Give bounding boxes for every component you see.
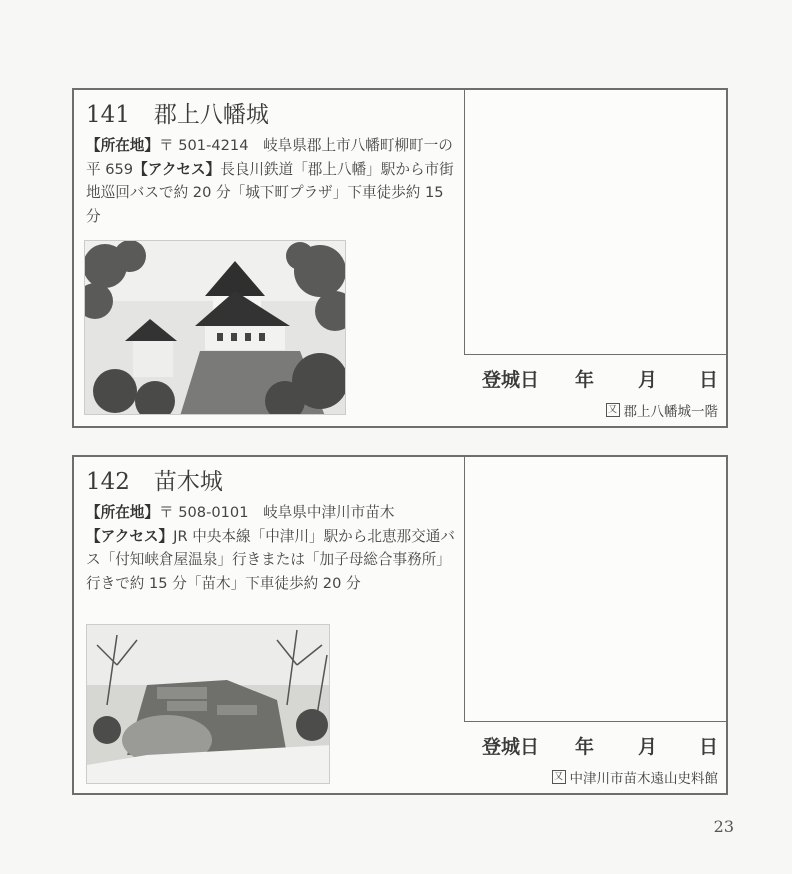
castle-card-142 bbox=[72, 455, 728, 795]
address-label: 【所在地】 bbox=[86, 504, 159, 521]
castle-photo-image bbox=[87, 625, 330, 784]
address-text: 〒 501-4214 岐阜県郡上市八幡町柳町一の平 659 bbox=[86, 137, 453, 178]
castle-name: 苗木城 bbox=[153, 469, 223, 495]
castle-number: 142 bbox=[86, 469, 130, 495]
access-text: 長良川鉄道「郡上八幡」駅から市街地巡回バスで約 20 分「城下町プラザ」下車徒歩約 15 分 bbox=[86, 160, 454, 225]
day-label: 日 bbox=[698, 369, 718, 391]
castle-info bbox=[86, 134, 462, 228]
stamp-location-icon: 又 bbox=[606, 403, 620, 417]
month-label: 月 bbox=[637, 369, 657, 391]
stamp-location-text: 郡上八幡城一階 bbox=[623, 404, 718, 420]
stamp-location-icon: 又 bbox=[552, 770, 566, 784]
access-label: 【アクセス】 bbox=[86, 527, 174, 545]
castle-photo bbox=[86, 624, 330, 784]
year-label: 年 bbox=[574, 736, 594, 758]
castle-photo-image bbox=[85, 241, 346, 415]
stamp-location-text: 中津川市苗木遠山史料館 bbox=[569, 771, 718, 787]
month-label: 月 bbox=[637, 736, 657, 758]
visit-date-row bbox=[482, 365, 718, 392]
address-label: 【所在地】 bbox=[86, 137, 159, 154]
access-label: 【アクセス】 bbox=[133, 160, 221, 178]
stamp-location bbox=[606, 400, 719, 420]
castle-photo bbox=[84, 240, 346, 415]
day-label: 日 bbox=[698, 736, 718, 758]
visit-date-label: 登城日 bbox=[481, 736, 539, 758]
stamp-location bbox=[552, 767, 719, 787]
stamp-box bbox=[464, 90, 726, 355]
castle-title bbox=[86, 463, 223, 496]
stamp-box bbox=[464, 457, 726, 722]
castle-name: 郡上八幡城 bbox=[153, 102, 269, 128]
castle-number: 141 bbox=[86, 102, 130, 128]
castle-title bbox=[86, 96, 269, 129]
visit-date-label: 登城日 bbox=[481, 369, 539, 391]
access-text: JR 中央本線「中津川」駅から北恵那交通バス「付知峡倉屋温泉」行きまたは「加子母総合事務所」行きで約 15 分「苗木」下車徒歩約 20 分 bbox=[86, 527, 455, 592]
year-label: 年 bbox=[574, 369, 594, 391]
castle-info bbox=[86, 501, 462, 595]
castle-card-141 bbox=[72, 88, 728, 428]
page-number: 23 bbox=[713, 817, 734, 836]
visit-date-row bbox=[482, 732, 718, 759]
address-text: 〒 508-0101 岐阜県中津川市苗木 bbox=[158, 504, 395, 521]
